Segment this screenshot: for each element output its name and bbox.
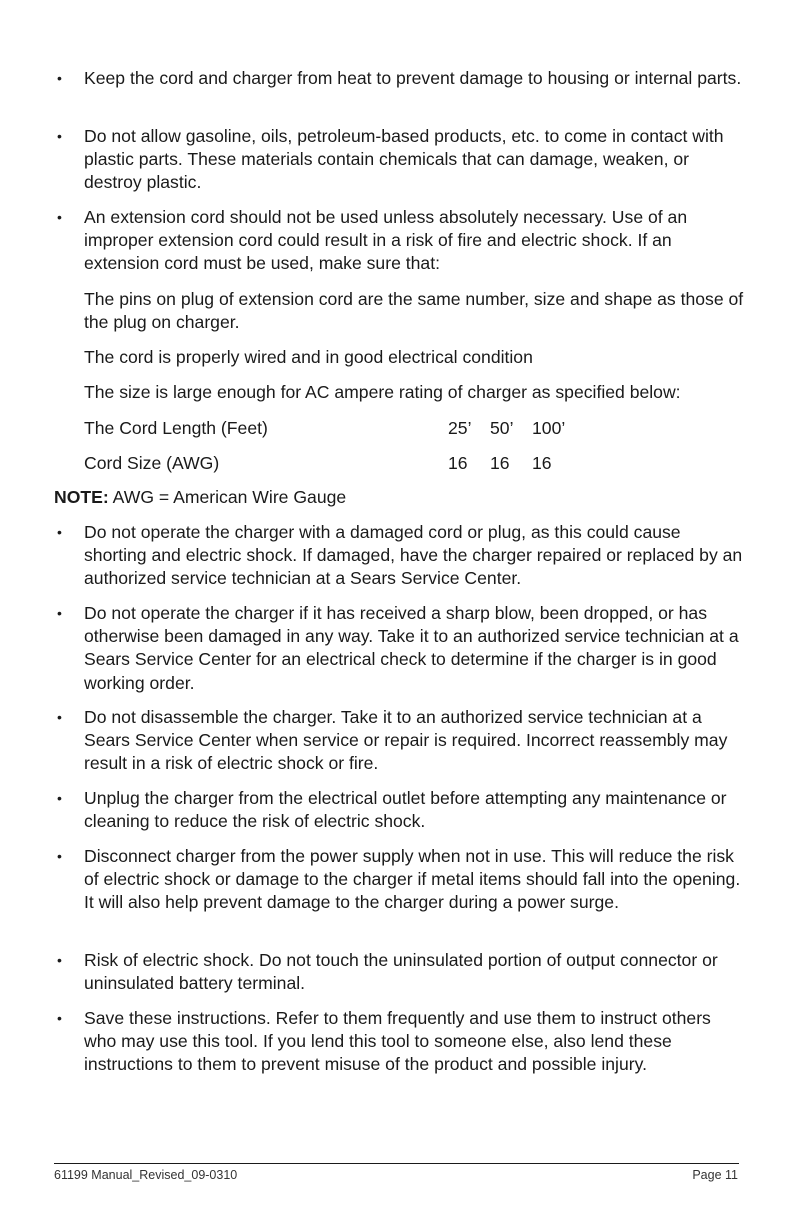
footer-divider (54, 1163, 739, 1164)
bullet-marker: • (57, 605, 62, 621)
footer-doc-id: 61199 Manual_Revised_09-0310 (54, 1168, 238, 1182)
condition-pins-match: The pins on plug of extension cord are the same number, size and shape as those of the plug on charger. (84, 289, 744, 333)
bullet-marker: • (57, 524, 62, 540)
row-label: The Cord Length (Feet) (84, 418, 268, 438)
bullet-marker: • (57, 209, 62, 225)
cell-value: 16 (448, 453, 468, 473)
condition-properly-wired: The cord is properly wired and in good electrical condition (84, 347, 533, 367)
bullet-disconnect-power: Disconnect charger from the power supply when not in use. This will reduce the risk of electric shock or damage to the charger if metal items should fall into the opening. It will also help prevent damage to the charger during a power surge. (84, 846, 741, 913)
bullet-marker: • (57, 70, 62, 86)
bullet-keep-cord-from-heat: Keep the cord and charger from heat to prevent damage to housing or internal parts. (84, 68, 742, 88)
bullet-do-not-disassemble: Do not disassemble the charger. Take it to an authorized service technician at a Sears Service Center when service or repair is required. Incorrect reassembly may result in a risk of electric shock or fire. (84, 707, 728, 774)
cell-value: 100’ (532, 418, 566, 438)
bullet-unplug-before-maintenance: Unplug the charger from the electrical outlet before attempting any maintenance or cleaning to reduce the risk of electric shock. (84, 788, 727, 832)
bullet-marker: • (57, 952, 62, 968)
cell-value: 50’ (490, 418, 514, 438)
cell-value: 16 (532, 453, 552, 473)
bullet-marker: • (57, 1010, 62, 1026)
bullet-extension-cord: An extension cord should not be used unless absolutely necessary. Use of an improper extension cord could result in a risk of fire and electric shock. If an extension cord must be used, make sure that: (84, 207, 688, 274)
bullet-marker: • (57, 848, 62, 864)
cell-value: 25’ (448, 418, 472, 438)
row-label: Cord Size (AWG) (84, 453, 220, 473)
bullet-marker: • (57, 790, 62, 806)
cell-value: 16 (490, 453, 510, 473)
bullet-save-instructions: Save these instructions. Refer to them frequently and use them to instruct others who may use this tool. If you lend this tool to someone else, also lend these instructions to them to prevent misuse of the product and possible injury. (84, 1008, 711, 1075)
bullet-marker: • (57, 709, 62, 725)
bullet-no-gasoline-oils: Do not allow gasoline, oils, petroleum-based products, etc. to come in contact with plastic parts. These materials contain chemicals that can damage, weaken, or destroy plastic. (84, 126, 724, 193)
bullet-marker: • (57, 128, 62, 144)
condition-size-large-enough: The size is large enough for AC ampere rating of charger as specified below: (84, 382, 681, 402)
note-text: AWG = American Wire Gauge (112, 487, 347, 507)
bullet-sharp-blow: Do not operate the charger if it has received a sharp blow, been dropped, or has otherwise been damaged in any way. Take it to an authorized service technician at a Sears Service Center for an electrical check to determine if the charger is in good working order. (84, 603, 739, 693)
note-label: NOTE: (54, 487, 109, 507)
note (54, 486, 346, 509)
bullet-risk-of-shock: Risk of electric shock. Do not touch the uninsulated portion of output connector or uninsulated battery terminal. (84, 950, 718, 994)
bullet-damaged-cord: Do not operate the charger with a damaged cord or plug, as this could cause shorting and electric shock. If damaged, have the charger repaired or replaced by an authorized service technician at a Sears Service Center. (84, 522, 743, 589)
footer-page-number: Page 11 (692, 1168, 738, 1182)
